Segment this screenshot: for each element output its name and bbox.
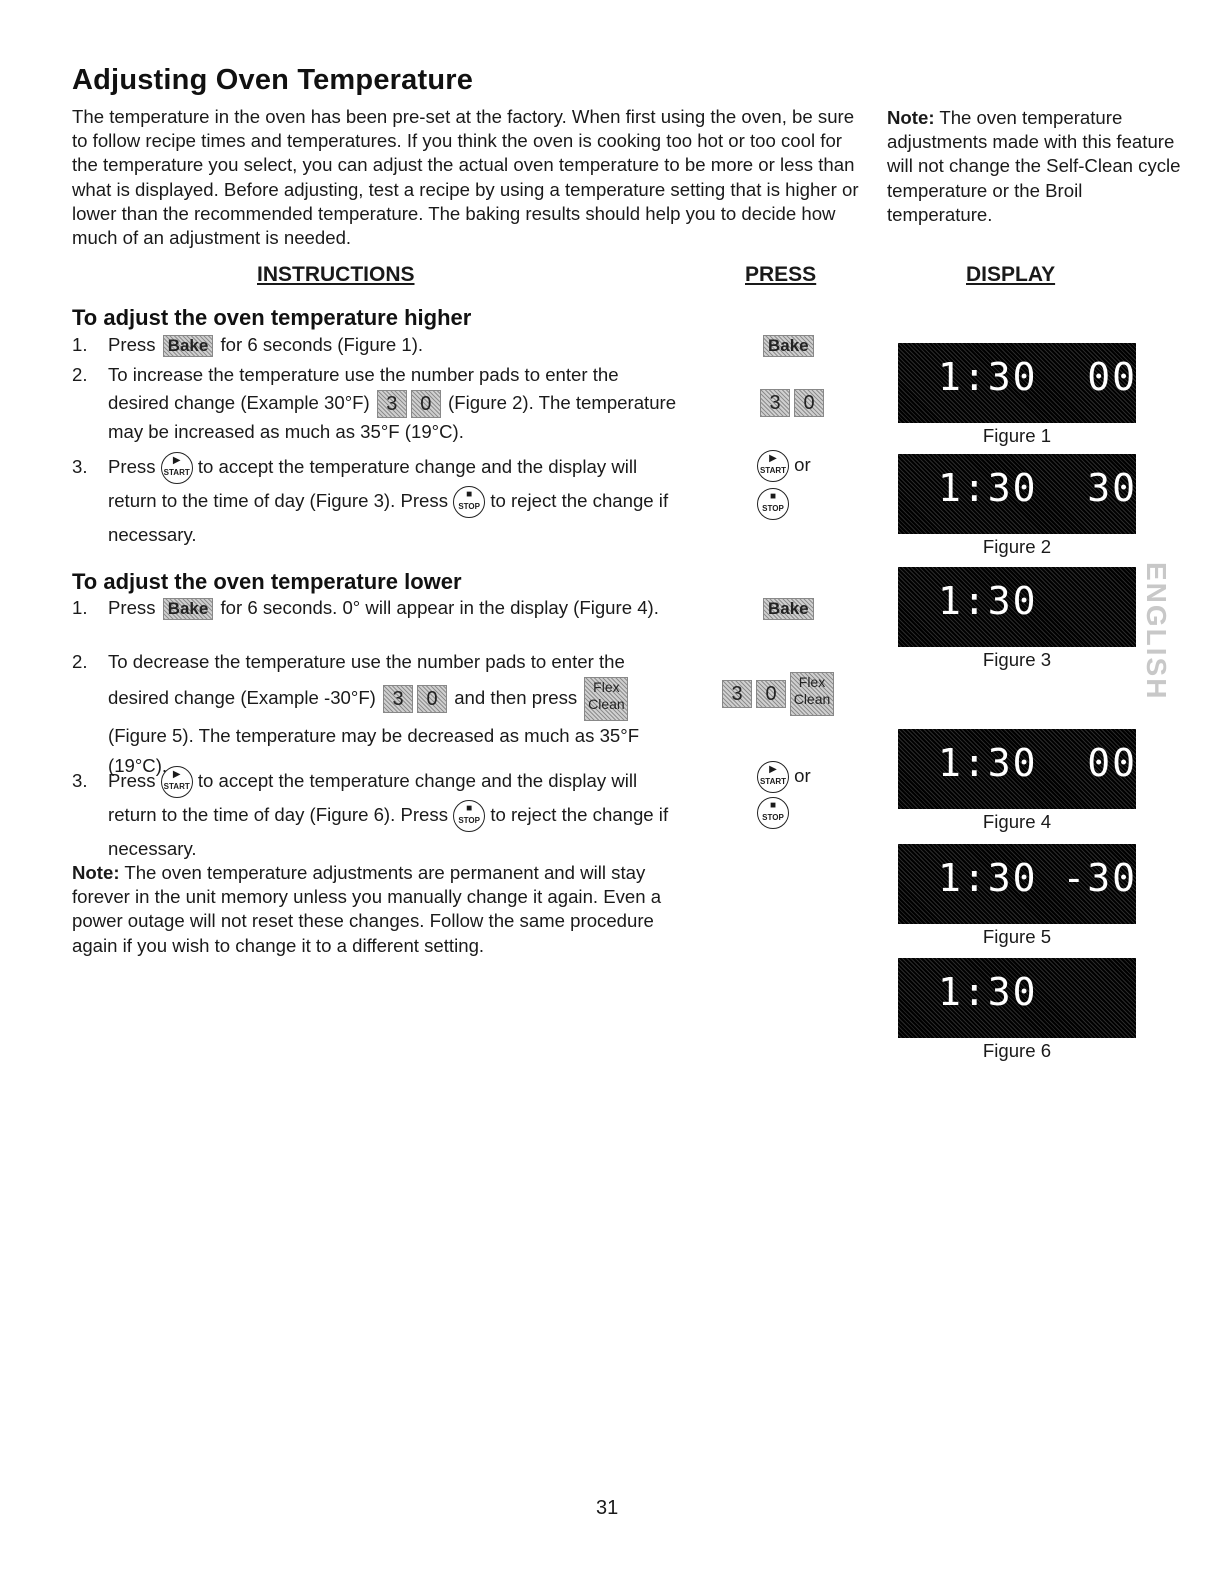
step-number: 3.: [72, 770, 88, 791]
higher-step-2: [72, 361, 682, 446]
bake-key-icon: Bake: [163, 598, 214, 620]
number-0-key-icon: 0: [756, 680, 786, 708]
section-title-higher: To adjust the oven temperature higher: [72, 305, 472, 330]
stop-key-icon: ■ STOP: [453, 486, 485, 518]
step-text: to accept the temperature change and the display will return to the time of day (Figure 3). Press: [108, 456, 638, 512]
press-lower-3: [757, 761, 811, 829]
figure-4: [898, 729, 1136, 833]
step-text: Press: [108, 334, 161, 355]
page-number: 31: [596, 1497, 619, 1519]
or-text: or: [794, 764, 811, 786]
step-number: 3.: [72, 456, 88, 477]
press-lower-1: [761, 597, 816, 620]
or-text: or: [794, 453, 811, 475]
flex-clean-key-icon: Flex Clean: [584, 677, 628, 721]
figure-2: [898, 454, 1162, 558]
figure-caption: Figure 6: [982, 1040, 1052, 1061]
lower-step-3: [72, 764, 682, 865]
start-key-icon: ▶ START: [757, 761, 789, 793]
bottom-note-text: The oven temperature adjustments are permanent and will stay forever in the unit memory unless you manually change it again. Even a power outage will not reset these changes. Follow the same procedure again if you wish to change it to a different setting.: [72, 862, 662, 956]
start-key-icon: ▶ START: [161, 452, 193, 484]
stop-key-icon: ■ STOP: [757, 488, 789, 520]
section-title-lower: To adjust the oven temperature lower: [72, 569, 462, 594]
flex-clean-key-icon: Flex Clean: [790, 672, 834, 716]
bake-key-icon: Bake: [763, 598, 814, 620]
bake-key-icon: Bake: [763, 335, 814, 357]
lower-step-2: [72, 647, 682, 781]
display-readout: 1:30 00: [938, 741, 1138, 785]
step-text: and then press: [449, 686, 583, 708]
figure-caption: Figure 5: [982, 926, 1052, 947]
step-text: to accept the temperature change and the display will return to the time of day (Figure 6). Press: [108, 770, 638, 826]
language-side-tab: ENGLISH: [1141, 562, 1172, 701]
step-text: Press: [108, 597, 161, 618]
intro-paragraph: The temperature in the oven has been pre-set at the factory. When first using the oven, be sure to follow recipe times and temperatures. If you think the oven is cooking too hot or too cool for the temperature you select, you can adjust the actual oven temperature to be more or less than what is displayed. Before adjusting, test a recipe by using a temperature setting that is higher or lower than the recommended temperature. The baking results should help you to decide how much of an adjustment is needed.: [72, 106, 859, 249]
number-3-key-icon: 3: [760, 389, 790, 417]
step-text: To decrease the temperature use the number pads to enter the desired change (Example -30°F): [108, 651, 625, 708]
step-text: to reject the change if necessary.: [108, 804, 669, 860]
step-number: 1.: [72, 334, 88, 355]
bottom-note: [72, 861, 682, 958]
display-readout: 1:30 30°: [938, 466, 1162, 510]
higher-step-3: [72, 450, 682, 551]
press-higher-2: [758, 389, 826, 417]
figure-3: [898, 567, 1136, 671]
step-number: 2.: [72, 651, 88, 672]
column-header-display: DISPLAY: [966, 263, 1056, 286]
display-screen: [898, 567, 1136, 647]
start-key-icon: ▶ START: [161, 766, 193, 798]
step-text: Press: [108, 770, 161, 791]
step-text: Press: [108, 456, 161, 477]
side-note-text: The oven temperature adjustments made with this feature will not change the Self-Clean cycle temperature or the Broil temperature.: [887, 107, 1181, 225]
display-readout: 1:30 00: [938, 355, 1138, 399]
figure-1: [898, 343, 1136, 447]
number-0-key-icon: 0: [411, 390, 441, 418]
stop-key-icon: ■ STOP: [453, 800, 485, 832]
step-text: for 6 seconds (Figure 1).: [215, 334, 424, 355]
bake-key-icon: Bake: [163, 335, 214, 357]
display-screen: [898, 729, 1136, 809]
display-screen: [898, 844, 1162, 924]
figure-5: [898, 844, 1162, 948]
figure-6: [898, 958, 1136, 1062]
number-3-key-icon: 3: [722, 680, 752, 708]
figure-caption: Figure 2: [982, 536, 1052, 557]
page-title: Adjusting Oven Temperature: [72, 64, 474, 96]
lower-step-1: [72, 595, 682, 621]
figure-caption: Figure 4: [982, 811, 1052, 832]
number-0-key-icon: 0: [417, 685, 447, 713]
bottom-note-label: Note:: [72, 862, 120, 883]
side-note-label: Note:: [887, 107, 935, 128]
press-higher-3: [757, 450, 811, 520]
display-screen: [898, 958, 1136, 1038]
start-key-icon: ▶ START: [757, 450, 789, 482]
display-readout: 1:30 -30°: [938, 856, 1162, 900]
step-text: (Figure 5). The temperature may be decreased as much as 35°F (19°C).: [108, 725, 640, 776]
press-higher-1: [761, 334, 816, 357]
step-text: (Figure 2). The temperature may be increased as much as 35°F (19°C).: [108, 392, 677, 443]
higher-step-1: [72, 331, 682, 358]
step-number: 1.: [72, 597, 88, 618]
step-text: to reject the change if necessary.: [108, 490, 669, 546]
figure-caption: Figure 1: [982, 425, 1052, 446]
number-3-key-icon: 3: [383, 685, 413, 713]
number-0-key-icon: 0: [794, 389, 824, 417]
step-text: To increase the temperature use the number pads to enter the desired change (Example 30°F): [108, 364, 619, 413]
display-readout: 1:30: [938, 970, 1038, 1014]
display-screen: [898, 343, 1136, 423]
press-lower-2: [720, 672, 836, 716]
stop-key-icon: ■ STOP: [757, 797, 789, 829]
column-header-instructions: INSTRUCTIONS: [257, 263, 415, 286]
display-readout: 1:30: [938, 579, 1038, 623]
column-header-press: PRESS: [745, 263, 817, 286]
figure-caption: Figure 3: [982, 649, 1052, 670]
step-number: 2.: [72, 364, 88, 385]
number-3-key-icon: 3: [377, 390, 407, 418]
side-note: [887, 106, 1187, 227]
display-screen: [898, 454, 1162, 534]
step-text: for 6 seconds. 0° will appear in the display (Figure 4).: [215, 597, 659, 618]
